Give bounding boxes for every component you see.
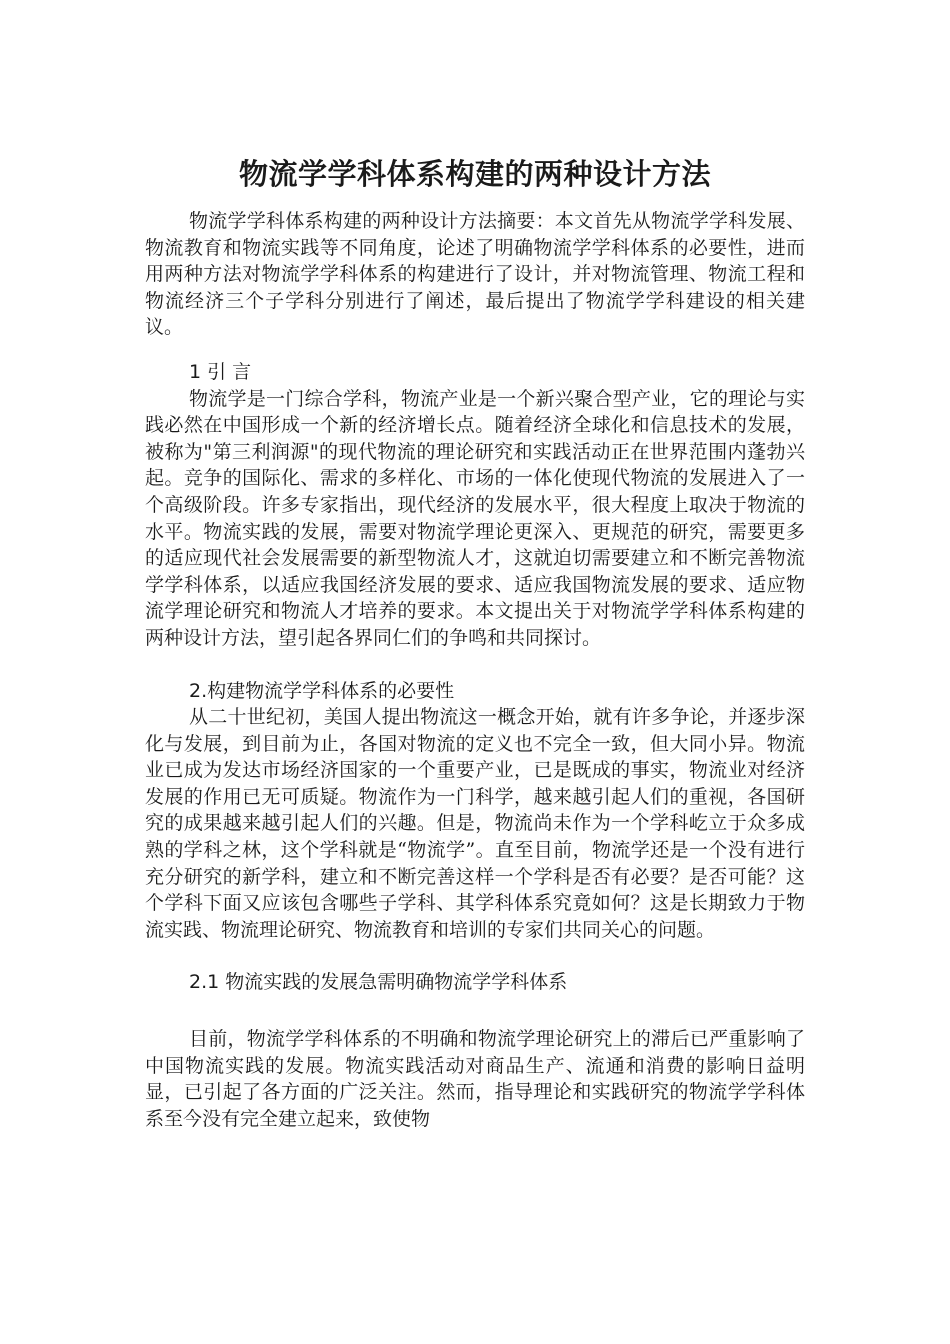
- section-2-1-title: 物流实践的发展急需明确物流学学科体系: [219, 971, 568, 994]
- spacer: [145, 943, 805, 969]
- section-1-number: 1: [189, 360, 202, 383]
- section-1-heading: [145, 359, 805, 386]
- spacer: [145, 652, 805, 678]
- section-2-number: 2.: [189, 679, 208, 702]
- spacer: [145, 341, 805, 359]
- section-2-1-heading: [145, 969, 805, 996]
- document-page: [145, 150, 805, 1132]
- section-1-body: 物流学是一门综合学科，物流产业是一个新兴聚合型产业，它的理论与实践必然在中国形成一个新的经济增长点。随着经济全球化和信息技术的发展，被称为"第三利润源"的现代物流的理论研究和实践活动正在世界范围内蓬勃兴起。竞争的国际化、需求的多样化、市场的一体化使现代物流的发展进入了一个高级阶段。许多专家指出，现代经济的发展水平，很大程度上取决于物流的水平。物流实践的发展，需要对物流学理论更深入、更规范的研究，需要更多的适应现代社会发展需要的新型物流人才，这就迫切需要建立和不断完善物流学学科体系，以适应我国经济发展的要求、适应我国物流发展的要求、适应物流学理论研究和物流人才培养的要求。本文提出关于对物流学学科体系构建的两种设计方法，望引起各界同仁们的争鸣和共同探讨。: [145, 387, 805, 649]
- section-2-1-number: 2.1: [189, 971, 220, 994]
- section-2-title: 构建物流学学科体系的必要性: [207, 679, 455, 702]
- section-2-1-body: 目前，物流学学科体系的不明确和物流学理论研究上的滞后已严重影响了中国物流实践的发展。物流实践活动对商品生产、流通和消费的影响日益明显，已引起了各方面的广泛关注。然而，指导理论和实践研究的物流学学科体系至今没有完全建立起来，致使物: [145, 1028, 805, 1130]
- section-2-heading: [145, 678, 805, 705]
- spacer: [145, 996, 805, 1026]
- abstract-paragraph: 物流学学科体系构建的两种设计方法摘要：本文首先从物流学学科发展、物流教育和物流实践等不同角度，论述了明确物流学学科体系的必要性，进而用两种方法对物流学学科体系的构建进行了设计，并对物流管理、物流工程和物流经济三个子学科分别进行了阐述，最后提出了物流学学科建设的相关建议。: [145, 210, 805, 339]
- section-1-title: 引 言: [201, 360, 252, 383]
- document-title: 物流学学科体系构建的两种设计方法: [238, 157, 711, 191]
- section-2-body: 从二十世纪初，美国人提出物流这一概念开始，就有许多争论，并逐步深化与发展，到目前为止，各国对物流的定义也不完全一致，但大同小异。物流业已成为发达市场经济国家的一个重要产业，已是既成的事实，物流业对经济发展的作用已无可质疑。物流作为一门科学，越来越引起人们的重视，各国研究的成果越来越引起人们的兴趣。但是，物流尚未作为一个学科屹立于众多成熟的学科之林，这个学科就是“物流学”。直至目前，物流学还是一个没有进行充分研究的新学科，建立和不断完善这样一个学科是否有必要？是否可能？这个学科下面又应该包含哪些子学科、其学科体系究竟如何？这是长期致力于物流实践、物流理论研究、物流教育和培训的专家们共同关心的问题。: [145, 706, 805, 941]
